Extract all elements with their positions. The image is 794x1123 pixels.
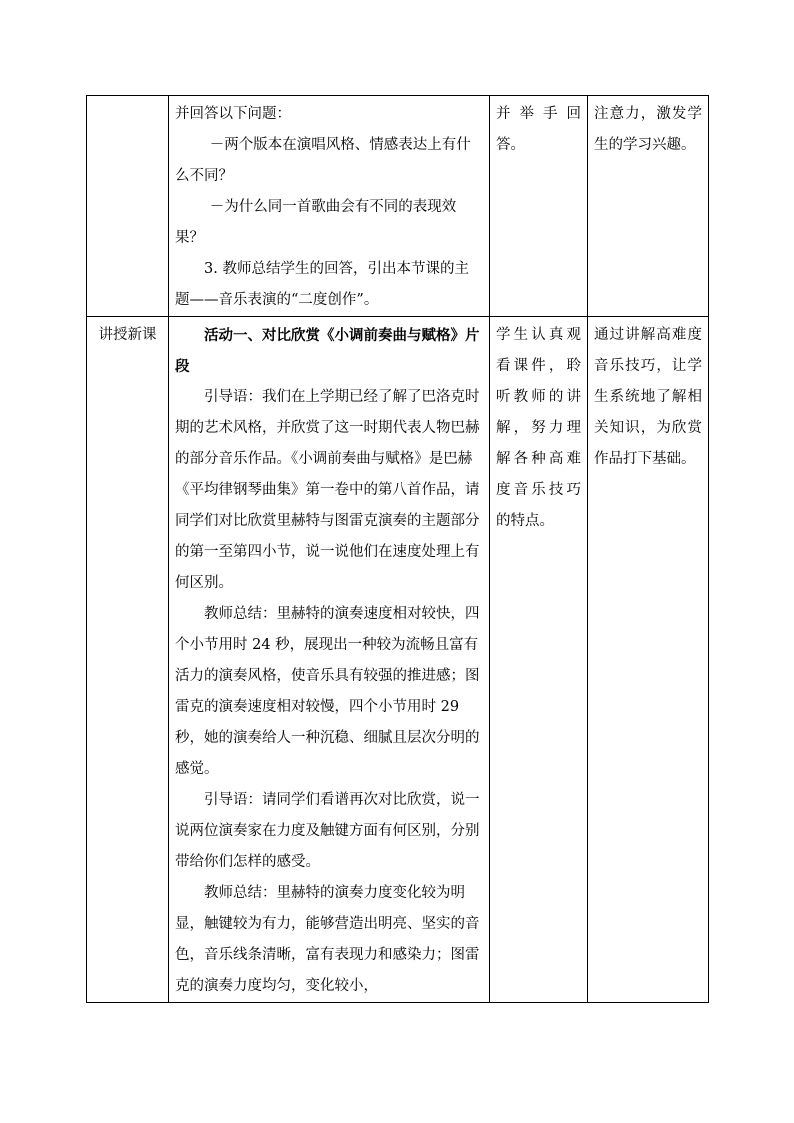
- table-row: [87, 317, 709, 1003]
- category-cell: [87, 96, 169, 317]
- table-row: [87, 96, 709, 317]
- process-text: 引导语：我们在上学期已经了解了巴洛克时期的艺术风格，并欣赏了这一时期代表人物巴赫的部分音乐作品。《小调前奏曲与赋格》是巴赫《平均律钢琴曲集》第一卷中的第八首作品，请同学们对比欣赏里赫特与图雷克演奏的主题部分的第一至第四小节，说一说他们在速度处理上有何区别。: [175, 389, 480, 591]
- question-text: －两个版本在演唱风格、情感表达上有什么不同？: [175, 137, 471, 184]
- design-intent-text: 注意力，激发学生的学习兴趣。: [594, 106, 702, 153]
- teaching-process-cell: [169, 317, 490, 1003]
- design-intent-cell: [588, 317, 709, 1003]
- activity-title: 活动一、对比欣赏《小调前奏曲与赋格》片段: [175, 327, 480, 375]
- process-text: 教师总结：里赫特的演奏速度相对较快，四个小节用时 24 秒，展现出一种较为流畅且富有活力的演奏风格，使音乐具有较强的推进感；图雷克的演奏速度相对较慢，四个小节用时 29 秒，她的演奏给人一种沉稳、细腻且层次分明的感觉。: [175, 606, 480, 777]
- process-text: 教师总结：里赫特的演奏力度变化较为明显，触键较为有力，能够营造出明亮、坚实的音色，音乐线条清晰，富有表现力和感染力；图雷克的演奏力度均匀，变化较小，: [175, 885, 480, 994]
- student-activity-cell: [490, 96, 588, 317]
- category-cell: 讲授新课: [87, 317, 169, 1003]
- student-activity-cell: [490, 317, 588, 1003]
- teaching-process-cell: [169, 96, 490, 317]
- design-intent-text: 通过讲解高难度音乐技巧，让学生系统地了解相关知识，为欣赏作品打下基础。: [594, 327, 702, 467]
- question-text: －为什么同一首歌曲会有不同的表现效果？: [175, 199, 457, 246]
- student-activity-text: 学生认真观看课件，聆听教师的讲解，努力理解各种高难度音乐技巧的特点。: [496, 327, 581, 529]
- process-text: 引导语：请同学们看谱再次对比欣赏，说一说两位演奏家在力度及触键方面有何区别，分别带给你们怎样的感受。: [175, 792, 480, 870]
- design-intent-cell: [588, 96, 709, 317]
- process-text: 3. 教师总结学生的回答，引出本节课的主题——音乐表演的“二度创作”。: [175, 261, 469, 308]
- process-text: 并回答以下问题：: [175, 106, 291, 122]
- student-activity-text: 并举手回答。: [496, 106, 581, 153]
- lesson-plan-table: [86, 95, 709, 1003]
